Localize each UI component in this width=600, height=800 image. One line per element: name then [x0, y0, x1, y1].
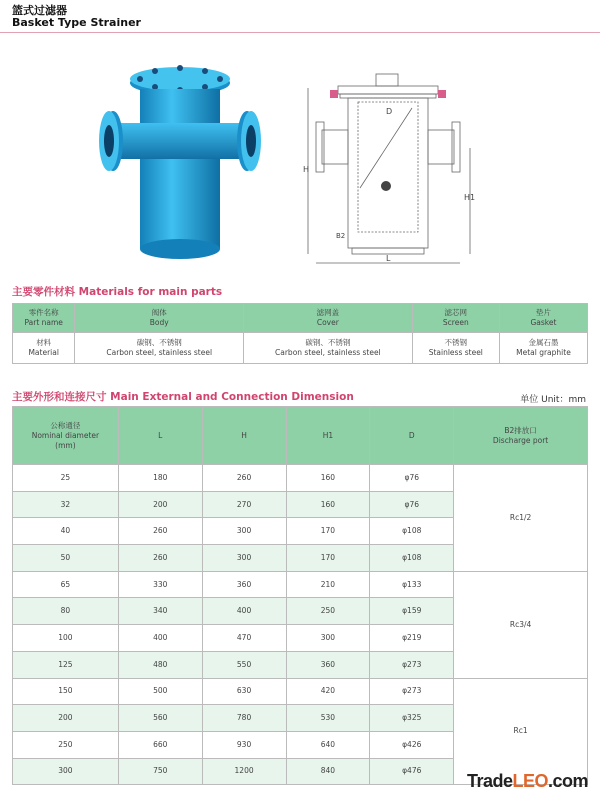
cell-d: φ476 [370, 758, 454, 785]
cell-l: 260 [118, 545, 202, 572]
header-discharge-port: B2排放口 Discharge port [454, 407, 588, 465]
cell-d: φ108 [370, 518, 454, 545]
header-cover: 滤网盖 Cover [244, 304, 413, 333]
cell-d: φ426 [370, 731, 454, 758]
cell-dn: 100 [13, 625, 119, 652]
cell-l: 330 [118, 571, 202, 598]
header-D: D [370, 407, 454, 465]
cell-discharge-port: Rc1/2 [454, 465, 588, 572]
dimensions-table [12, 406, 588, 785]
page-title-cn: 篮式过滤器 [12, 4, 67, 17]
label-H: H [303, 165, 310, 174]
cell-l: 200 [118, 491, 202, 518]
cell-material-label: 材料 Material [13, 333, 75, 364]
cell-dn: 200 [13, 705, 119, 732]
cell-h: 360 [202, 571, 286, 598]
cell-d: φ108 [370, 545, 454, 572]
cell-h: 780 [202, 705, 286, 732]
cell-l: 750 [118, 758, 202, 785]
cell-body-material: 碳钢、不锈钢 Carbon steel, stainless steel [75, 333, 244, 364]
label-L: L [386, 254, 391, 263]
dimension-row [13, 678, 588, 705]
cell-l: 480 [118, 651, 202, 678]
header-L: L [118, 407, 202, 465]
cell-dn: 150 [13, 678, 119, 705]
cell-d: φ159 [370, 598, 454, 625]
dimension-row [13, 571, 588, 598]
dimensions-header-row [13, 407, 588, 465]
cell-l: 660 [118, 731, 202, 758]
cell-h: 270 [202, 491, 286, 518]
cell-h: 400 [202, 598, 286, 625]
materials-header-row [13, 304, 588, 333]
cell-cover-material: 碳钢、不锈钢 Carbon steel, stainless steel [244, 333, 413, 364]
cell-d: φ76 [370, 465, 454, 492]
cell-d: φ76 [370, 491, 454, 518]
cell-h: 300 [202, 545, 286, 572]
cell-dn: 250 [13, 731, 119, 758]
cell-h1: 840 [286, 758, 370, 785]
dimensions-section-title: 主要外形和连接尺寸 Main External and Connection Dimension [12, 391, 354, 403]
header-H1: H1 [286, 407, 370, 465]
cell-l: 500 [118, 678, 202, 705]
header-part-name: 零件名称 Part name [13, 304, 75, 333]
cell-h: 260 [202, 465, 286, 492]
label-D: D [386, 107, 393, 116]
cell-h1: 160 [286, 465, 370, 492]
cell-h1: 530 [286, 705, 370, 732]
cell-h1: 170 [286, 518, 370, 545]
cell-dn: 32 [13, 491, 119, 518]
title-divider [0, 32, 600, 33]
cell-h1: 210 [286, 571, 370, 598]
strainer-technical-drawing [300, 68, 480, 268]
cell-h: 1200 [202, 758, 286, 785]
header-body: 阀体 Body [75, 304, 244, 333]
cell-dn: 50 [13, 545, 119, 572]
header-gasket: 垫片 Gasket [499, 304, 587, 333]
cell-d: φ325 [370, 705, 454, 732]
cell-l: 400 [118, 625, 202, 652]
cell-dn: 65 [13, 571, 119, 598]
cell-l: 260 [118, 518, 202, 545]
cell-d: φ133 [370, 571, 454, 598]
cell-h: 470 [202, 625, 286, 652]
header-screen: 滤芯网 Screen [412, 304, 499, 333]
cell-d: φ273 [370, 651, 454, 678]
cell-gasket-material: 金属石墨 Metal graphite [499, 333, 587, 364]
materials-section-title: 主要零件材料 Materials for main parts [12, 286, 223, 298]
header-nominal-diameter: 公称通径 Nominal diameter (mm) [13, 407, 119, 465]
cell-d: φ219 [370, 625, 454, 652]
cell-h1: 160 [286, 491, 370, 518]
cell-h1: 300 [286, 625, 370, 652]
cell-discharge-port: Rc3/4 [454, 571, 588, 678]
cell-h: 300 [202, 518, 286, 545]
cell-h: 930 [202, 731, 286, 758]
cell-l: 560 [118, 705, 202, 732]
unit-label: 单位 Unit：mm [520, 395, 586, 405]
cell-screen-material: 不锈钢 Stainless steel [412, 333, 499, 364]
strainer-product-image [95, 65, 265, 265]
tradeleo-watermark: TradeLEO.com [466, 771, 588, 791]
cell-h1: 640 [286, 731, 370, 758]
cell-l: 180 [118, 465, 202, 492]
page-title-en: Basket Type Strainer [12, 16, 141, 29]
cell-h1: 250 [286, 598, 370, 625]
dimension-row [13, 465, 588, 492]
cell-dn: 125 [13, 651, 119, 678]
cell-dn: 300 [13, 758, 119, 785]
cell-d: φ273 [370, 678, 454, 705]
cell-h: 550 [202, 651, 286, 678]
cell-h1: 170 [286, 545, 370, 572]
cell-h1: 360 [286, 651, 370, 678]
cell-l: 340 [118, 598, 202, 625]
cell-dn: 25 [13, 465, 119, 492]
cell-dn: 40 [13, 518, 119, 545]
cell-h1: 420 [286, 678, 370, 705]
cell-dn: 80 [13, 598, 119, 625]
cell-discharge-port: Rc1 [454, 678, 588, 785]
materials-table [12, 303, 588, 364]
label-H1: H1 [464, 193, 476, 202]
cell-h: 630 [202, 678, 286, 705]
header-H: H [202, 407, 286, 465]
label-B2: B2 [336, 232, 346, 240]
materials-row [13, 333, 588, 364]
